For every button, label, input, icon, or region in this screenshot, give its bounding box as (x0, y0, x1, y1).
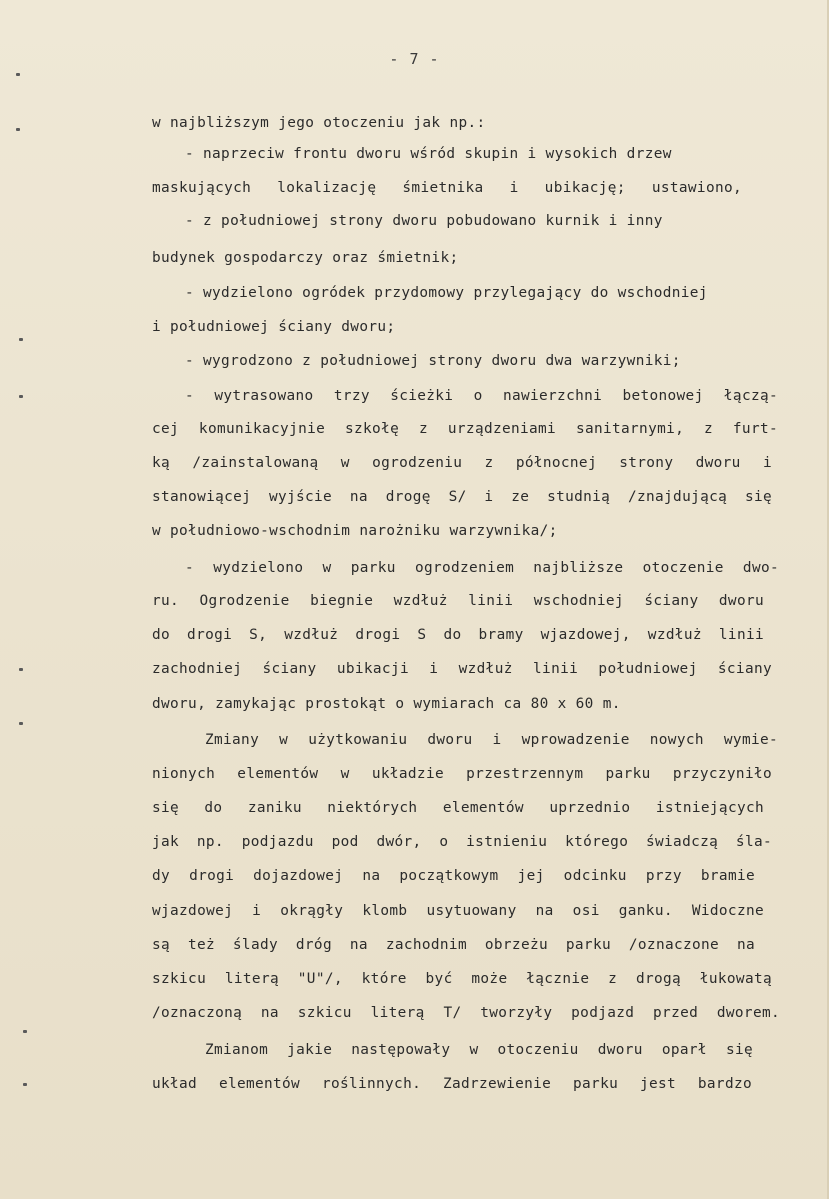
text-line: - wydzielono w parku ogrodzeniem najbliższe otoczenie dwo- (185, 560, 779, 576)
text-line: cej komunikacyjnie szkołę z urządzeniami sanitarnymi, z furt- (152, 421, 778, 437)
text-line: ru. Ogrodzenie biegnie wzdłuż linii wschodniej ściany dworu (152, 593, 764, 609)
page-number: - 7 - (389, 50, 440, 68)
text-line: - z południowej strony dworu pobudowano kurnik i inny (185, 213, 663, 229)
text-line: stanowiącej wyjście na drogę S/ i ze studnią /znajdującą się (152, 489, 772, 505)
text-line: wjazdowej i okrągły klomb usytuowany na osi ganku. Widoczne (152, 903, 764, 919)
text-line: dy drogi dojazdowej na początkowym jej odcinku przy bramie (152, 868, 755, 884)
text-line: - naprzeciw frontu dworu wśród skupin i wysokich drzew (185, 146, 672, 162)
text-line: budynek gospodarczy oraz śmietnik; (152, 250, 459, 266)
margin-mark (19, 395, 23, 398)
text-line: ką /zainstalowaną w ogrodzeniu z północnej strony dworu i (152, 455, 772, 471)
text-line: układ elementów roślinnych. Zadrzewienie parku jest bardzo (152, 1076, 752, 1092)
margin-mark (19, 338, 23, 341)
text-line: w południowo-wschodnim narożniku warzywnika/; (152, 523, 558, 539)
text-line: Zmiany w użytkowaniu dworu i wprowadzenie nowych wymie- (205, 732, 778, 748)
margin-mark (23, 1083, 27, 1086)
text-line: - wytrasowano trzy ścieżki o nawierzchni betonowej łączą- (185, 388, 778, 404)
text-line: są też ślady dróg na zachodnim obrzeżu parku /oznaczone na (152, 937, 755, 953)
margin-mark (16, 128, 20, 131)
margin-mark (16, 73, 20, 76)
text-line: się do zaniku niektórych elementów uprzednio istniejących (152, 800, 764, 816)
margin-mark (19, 722, 23, 725)
text-line: zachodniej ściany ubikacji i wzdłuż linii południowej ściany (152, 661, 772, 677)
margin-mark (23, 1030, 27, 1033)
text-line: i południowej ściany dworu; (152, 319, 396, 335)
text-line: maskujących lokalizację śmietnika i ubikację; ustawiono, (152, 180, 742, 196)
margin-mark (19, 668, 23, 671)
text-line: jak np. podjazdu pod dwór, o istnieniu którego świadczą śla- (152, 834, 772, 850)
text-line: Zmianom jakie następowały w otoczeniu dworu oparł się (205, 1042, 753, 1058)
text-line: /oznaczoną na szkicu literą T/ tworzyły podjazd przed dworem. (152, 1005, 780, 1021)
text-line: w najbliższym jego otoczeniu jak np.: (152, 115, 486, 131)
text-line: - wydzielono ogródek przydomowy przylegający do wschodniej (185, 285, 708, 301)
text-line: nionych elementów w układzie przestrzennym parku przyczyniło (152, 766, 772, 782)
text-line: szkicu literą "U"/, które być może łącznie z drogą łukowatą (152, 971, 772, 987)
text-line: dworu, zamykając prostokąt o wymiarach ca 80 x 60 m. (152, 696, 621, 712)
text-line: - wygrodzono z południowej strony dworu dwa warzywniki; (185, 353, 681, 369)
text-line: do drogi S, wzdłuż drogi S do bramy wjazdowej, wzdłuż linii (152, 627, 764, 643)
